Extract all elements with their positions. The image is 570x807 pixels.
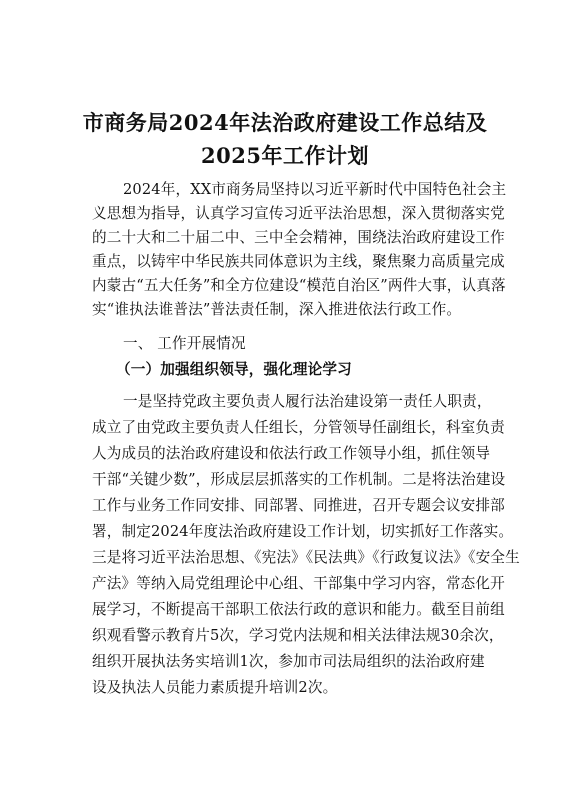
intro-line-3: 的二十大和二十届二中、三中全会精神，围绕法治政府建设工作 xyxy=(92,229,505,246)
body-line-11: 组织开展执法务实培训1次，参加市司法局组织的法治政府建 xyxy=(92,653,485,670)
body-line-3: 人为成员的法治政府建设和依法行政工作领导小组，抓住领导 xyxy=(92,445,491,462)
intro-line-1: 2024年，XX市商务局坚持以习近平新时代中国特色社会主 xyxy=(123,181,507,198)
body-line-7: 三是将习近平法治思想、《宪法》《民法典》《行政复议法》《安全生 xyxy=(92,549,520,566)
body-line-8: 产法》等纳入局党组理论中心组、干部集中学习内容，常态化开 xyxy=(92,575,505,592)
intro-line-4: 重点，以铸牢中华民族共同体意识为主线，聚焦聚力高质量完成 xyxy=(92,253,505,270)
body-line-2: 成立了由党政主要负责人任组长，分管领导任副组长，科室负责 xyxy=(92,419,505,436)
intro-line-6: 实“谁执法谁普法”普法责任制，深入推进依法行政工作。 xyxy=(92,301,462,318)
intro-line-2: 义思想为指导，认真学习宣传习近平法治思想，深入贯彻落实党 xyxy=(92,205,505,222)
subsection-heading: （一）加强组织领导，强化理论学习 xyxy=(116,361,352,378)
section-heading: 一、 工作开展情况 xyxy=(123,335,246,352)
document-title-line-2: 2025年工作计划 xyxy=(201,143,369,168)
body-line-10: 织观看警示教育片5次，学习党内法规和相关法律法规30余次， xyxy=(92,627,504,644)
body-line-6: 署，制定2024年度法治政府建设工作计划，切实抓好工作落实。 xyxy=(92,523,514,540)
body-line-1: 一是坚持党政主要负责人履行法治建设第一责任人职责， xyxy=(123,393,492,410)
body-line-5: 工作与业务工作同安排、同部署、同推进，召开专题会议安排部 xyxy=(92,497,505,514)
document-title-line-1: 市商务局2024年法治政府建设工作总结及 xyxy=(82,110,488,135)
body-line-4: 干部“关键少数”，形成层层抓落实的工作机制。二是将法治建设 xyxy=(92,471,506,488)
intro-line-5: 内蒙古“五大任务”和全方位建设“模范自治区”两件大事，认真落 xyxy=(92,277,506,294)
body-line-12: 设及执法人员能力素质提升培训2次。 xyxy=(92,679,338,696)
body-line-9: 展学习，不断提高干部职工依法行政的意识和能力。截至目前组 xyxy=(92,601,505,618)
